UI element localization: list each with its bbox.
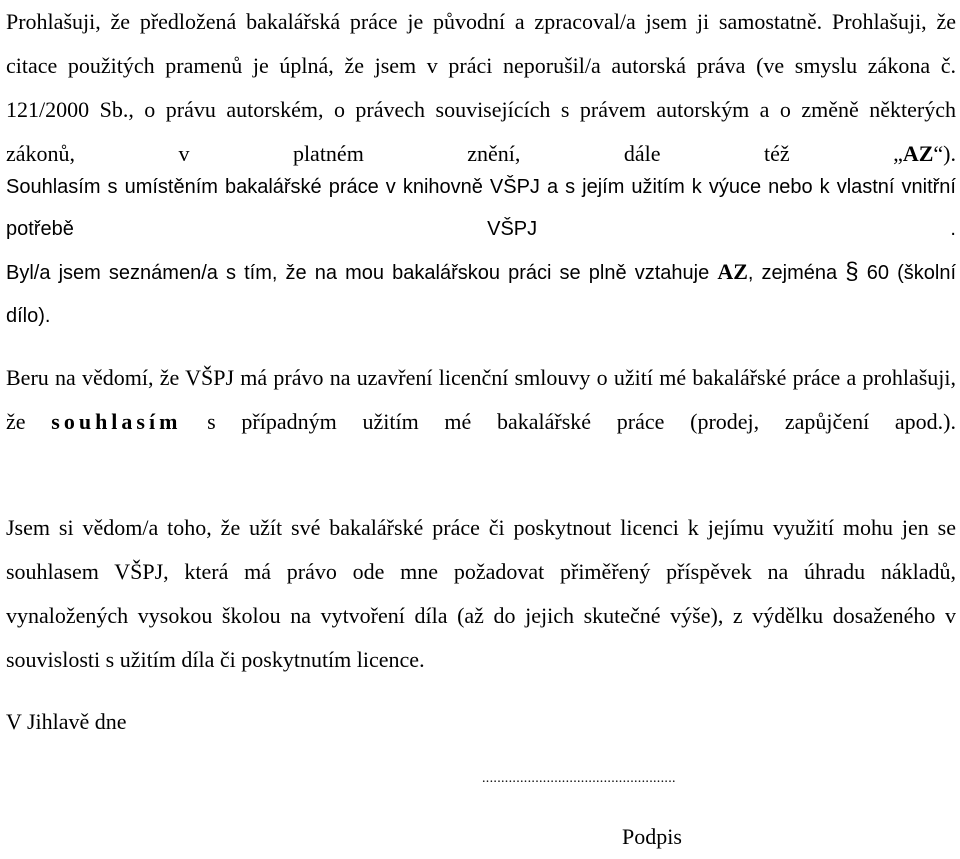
place-date-line: V Jihlavě dne [6,709,127,734]
paragraph-license-text: Beru na vědomí, že VŠPJ má právo na uzavření licenční smlouvy o užití mé bakalářské práce a prohlašuji, že [6,365,956,434]
paragraph-originality-end: “). [933,141,956,166]
paragraph-az-applies-middle: , zejména [747,262,846,284]
paragraph-az-applies-end: 60 (školní dílo). [6,262,957,327]
consent-word: souhlasím [51,409,182,434]
paragraph-license-end: s případným užitím mé bakalářské práce (prodej, zapůjčení apod.). [181,409,956,434]
paragraph-library-consent: Souhlasím s umístěním bakalářské práce v knihovně VŠPJ a s jejím užitím k výuce nebo k vlastní vnitřní potřebě VŠPJ . [6,176,956,240]
section-sign: § [845,258,859,285]
paragraph-license [6,356,956,444]
signature-label: Podpis [622,824,682,849]
signature-line: ................................................... [482,771,676,786]
paragraph-usage-terms: Jsem si vědom/a toho, že užít své bakalářské práce či poskytnout licenci k jejímu využití mohu jen se souhlasem VŠPJ, která má právo ode mne požadovat přiměřený příspěvek na úhradu nákladů, vynaložených vysokou školou na vytvoření díla (až do jejich skutečné výše), z výdělku dosaženého v souvislosti s užitím díla či poskytnutím licence. [6,515,956,672]
paragraph-originality [6,0,956,176]
paragraph-az-applies-text: Byl/a jsem seznámen/a s tím, že na mou bakalářskou práci se plně vztahuje [6,262,718,284]
paragraph-originality-text: Prohlašuji, že předložená bakalářská práce je původní a zpracoval/a jsem ji samostatně. Prohlašuji, že citace použitých pramenů je úplná, že jsem v práci neporušil/a autorská práva (ve smyslu zákona č. 121/2000 Sb., o právu autorském, o právech souvisejících s právem autorským a o změně některých zákonů, v platném znění, dále též „ [6,9,956,166]
paragraph-az-applies [6,250,956,338]
az-abbreviation: AZ [902,141,934,166]
az-abbreviation: AZ [717,259,748,284]
